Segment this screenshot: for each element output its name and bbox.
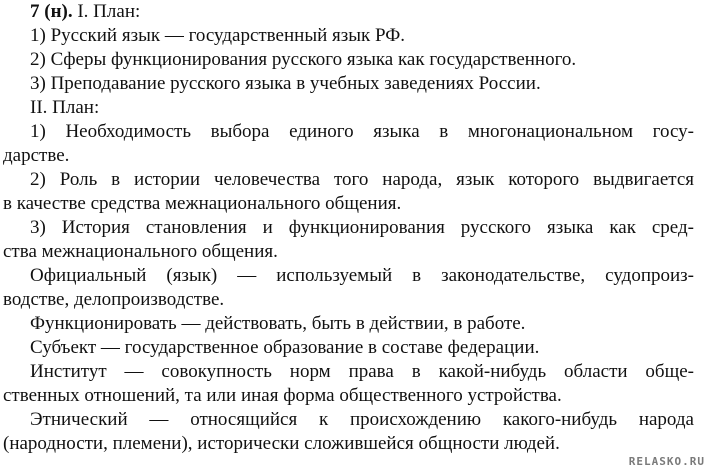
definition-line: ственных отношений, та или иная форма общественного устройства.	[3, 385, 562, 406]
definition-line: Функционировать — действовать, быть в действии, в работе.	[30, 313, 526, 334]
site-watermark: RELASKO.RU	[628, 455, 705, 468]
definition-line: Официальный (язык) — используемый в законодательстве, судопроиз-	[30, 265, 694, 286]
plan-one-item: 1) Русский язык — государственный язык РФ.	[30, 25, 405, 46]
plan-two-line: 2) Роль в истории человечества того народа, язык которого выдвигается	[30, 169, 694, 190]
plan-two-line: 1) Необходимость выбора единого языка в многонациональном госу-	[30, 121, 694, 142]
exercise-heading	[30, 0, 140, 24]
plan-two-line: ства межнационального общения.	[3, 241, 278, 262]
definition-line: (народности, племени), исторически сложившейся общности людей.	[3, 433, 560, 454]
plan-two-line: в качестве средства межнационального общения.	[3, 193, 402, 214]
plan-two-line: дарстве.	[3, 145, 70, 166]
definition-line: водстве, делопроизводстве.	[3, 289, 225, 310]
plan-two-line: 3) История становления и функционирования русского языка как сред-	[30, 217, 694, 238]
plan-one-item: 3) Преподавание русского языка в учебных заведениях России.	[30, 73, 541, 94]
definition-line: Субъект — государственное образование в составе федерации.	[30, 337, 540, 358]
plan-one-heading: I. План:	[77, 1, 141, 22]
definition-line: Этнический — относящийся к происхождению какого-нибудь народа	[30, 409, 694, 430]
exercise-number: 7 (н).	[30, 1, 73, 22]
plan-two-heading: II. План:	[30, 97, 100, 118]
definition-line: Институт — совокупность норм права в какой-нибудь области обще-	[30, 361, 694, 382]
plan-one-item: 2) Сферы функционирования русского языка как государственного.	[30, 49, 577, 70]
